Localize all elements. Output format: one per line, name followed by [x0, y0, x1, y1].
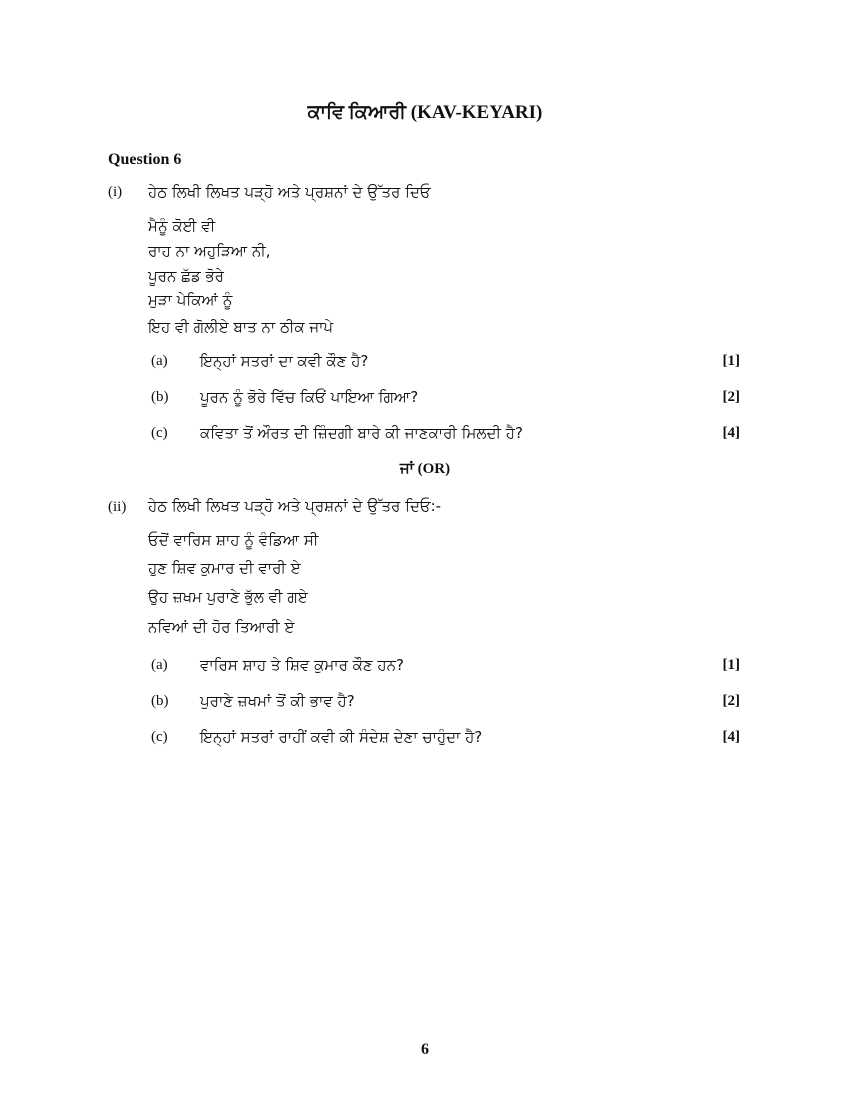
subquestion-marks: [1] — [722, 657, 740, 673]
subquestion-marks: [2] — [722, 693, 740, 709]
subquestion-label: (b) — [151, 693, 169, 709]
subquestion-label: (a) — [151, 353, 168, 369]
subquestion-marks: [4] — [722, 729, 740, 745]
page-number: 6 — [421, 1041, 429, 1058]
or-divider: ਜਾਂ (OR) — [399, 461, 451, 477]
subquestion-text: ਇਨ੍ਹਾਂ ਸਤਰਾਂ ਰਾਹੀਂ ਕਵੀ ਕੀ ਸੰਦੇਸ਼ ਦੇਣਾ ਚਾਹੁੰਦਾ ਹੈ? — [200, 728, 483, 746]
subquestion-text: ਵਾਰਿਸ ਸ਼ਾਹ ਤੇ ਸ਼ਿਵ ਕੁਮਾਰ ਕੌਣ ਹਨ? — [200, 656, 404, 674]
subquestion-text: ਪੂਰਨ ਨੂੰ ਭੋਰੇ ਵਿੱਚ ਕਿਓਂ ਪਾਇਆ ਗਿਆ? — [200, 388, 419, 406]
poem-line: ਮੈਨੂੰ ਕੋਈ ਵੀ — [148, 217, 216, 235]
subquestion-marks: [4] — [722, 425, 740, 441]
section-title: ਕਾਵਿ ਕਿਆਰੀ (KAV-KEYARI) — [307, 102, 543, 123]
subquestion-label: (c) — [151, 729, 168, 745]
subquestion-text: ਕਵਿਤਾ ਤੋਂ ਔਰਤ ਦੀ ਜ਼ਿੰਦਗੀ ਬਾਰੇ ਕੀ ਜਾਣਕਾਰੀ ਮਿਲਦੀ ਹੈ? — [200, 424, 523, 442]
part-i-instruction: ਹੇਠ ਲਿਖੀ ਲਿਖਤ ਪੜ੍ਹੋ ਅਤੇ ਪ੍ਰਸ਼ਨਾਂ ਦੇ ਉੱਤਰ ਦਿਓ — [148, 183, 431, 201]
poem-line: ਓਦੋਂ ਵਾਰਿਸ ਸ਼ਾਹ ਨੂੰ ਵੰਡਿਆ ਸੀ — [148, 531, 319, 549]
subquestion-marks: [2] — [722, 389, 740, 405]
poem-line: ਨਵਿਆਂ ਦੀ ਹੋਰ ਤਿਆਰੀ ਏ — [148, 618, 295, 636]
subquestion-text: ਪੁਰਾਣੇ ਜ਼ਖਮਾਂ ਤੋਂ ਕੀ ਭਾਵ ਹੈ? — [200, 692, 355, 710]
poem-line: ਹੁਣ ਸ਼ਿਵ ਕੁਮਾਰ ਦੀ ਵਾਰੀ ਏ — [148, 559, 301, 577]
subquestion-label: (b) — [151, 389, 169, 405]
question-heading: Question 6 — [108, 151, 182, 168]
subquestion-text: ਇਨ੍ਹਾਂ ਸਤਰਾਂ ਦਾ ਕਵੀ ਕੌਣ ਹੈ? — [200, 352, 369, 370]
poem-line: ਮੁੜਾ ਪੇਕਿਆਂ ਨੂੰ — [148, 291, 233, 309]
subquestion-marks: [1] — [722, 353, 740, 369]
poem-line: ਰਾਹ ਨਾ ਅਹੁੜਿਆ ਨੀ, — [148, 242, 271, 260]
poem-line: ਇਹ ਵੀ ਗੋਲੀਏ ਬਾਤ ਨਾ ਠੀਕ ਜਾਪੇ — [148, 318, 334, 336]
part-ii-instruction: ਹੇਠ ਲਿਖੀ ਲਿਖਤ ਪੜ੍ਹੋ ਅਤੇ ਪ੍ਰਸ਼ਨਾਂ ਦੇ ਉੱਤਰ ਦਿਓ:- — [148, 497, 442, 515]
part-ii-label: (ii) — [108, 499, 127, 515]
poem-line: ਉਹ ਜ਼ਖਮ ਪੁਰਾਣੇ ਭੁੱਲ ਵੀ ਗਏ — [148, 588, 308, 606]
subquestion-label: (c) — [151, 425, 168, 441]
part-i-label: (i) — [108, 184, 123, 200]
subquestion-label: (a) — [151, 657, 168, 673]
poem-line: ਪੂਰਨ ਛੱਡ ਭੋਰੇ — [148, 267, 224, 285]
